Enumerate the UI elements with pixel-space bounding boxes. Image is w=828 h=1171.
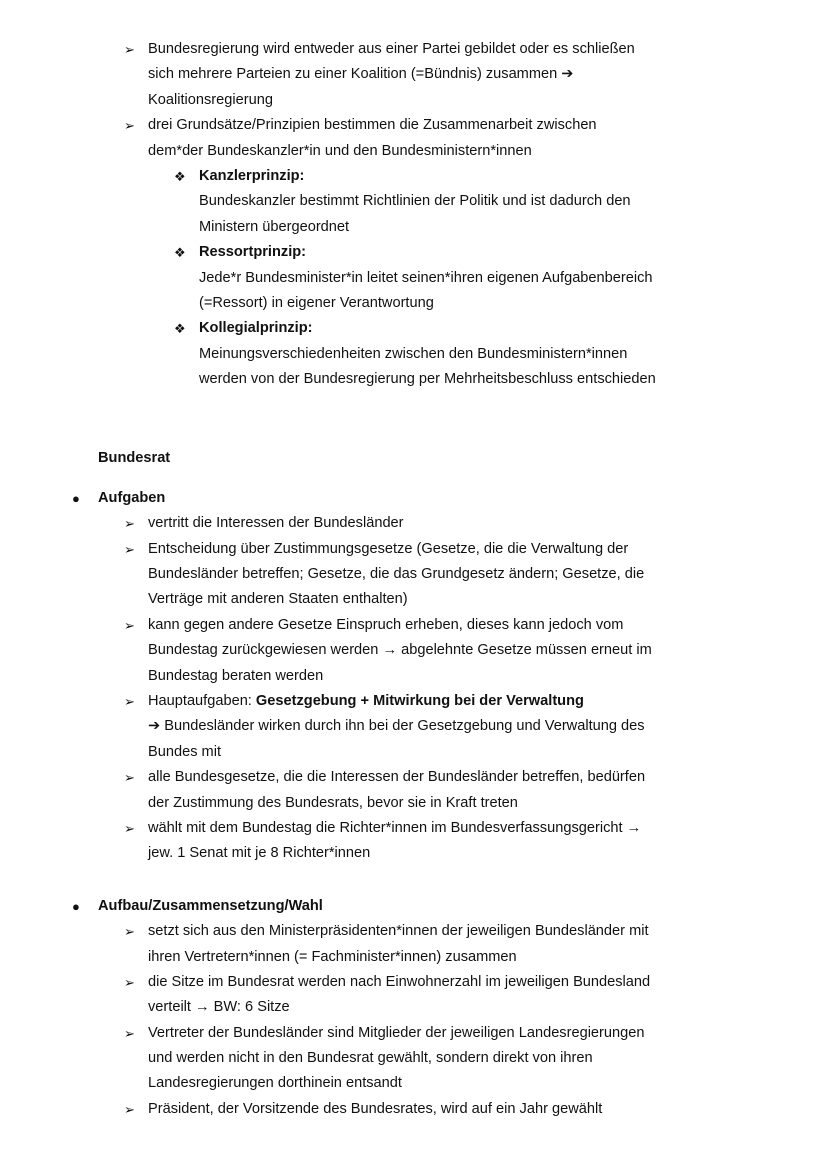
text-line: dem*der Bundeskanzler*in und den Bundesministern*innen [148,142,532,159]
diamond-bullet-icon: ❖ [174,168,186,184]
text-prefix: Hauptaufgaben: [148,692,256,709]
text-line: setzt sich aus den Ministerpräsidenten*innen der jeweiligen Bundesländer mit [148,923,649,940]
text-line: Koalitionsregierung [148,91,273,108]
text-line: (=Ressort) in eigener Verantwortung [199,294,434,311]
subsection-title: Aufbau/Zusammensetzung/Wahl [98,897,323,914]
list-item [0,970,828,1021]
principle-kanzlerprinzip [0,164,828,240]
text-line: ihren Vertretern*innen (= Fachminister*innen) zusammen [148,948,517,965]
arrow-bullet-icon: ➢ [124,516,135,532]
list-item [0,1097,828,1122]
text-line: Vertreter der Bundesländer sind Mitglieder der jeweiligen Landesregierungen [148,1024,645,1041]
text-line: Entscheidung über Zustimmungsgesetze (Gesetze, die die Verwaltung der [148,540,629,557]
section-aufgaben [0,486,828,511]
list-item [0,816,828,867]
arrow-bullet-icon: ➢ [124,693,135,709]
list-item [0,1021,828,1097]
text-line: und werden nicht in den Bundesrat gewählt, sondern direkt von ihren [148,1050,593,1067]
text-line: drei Grundsätze/Prinzipien bestimmen die Zusammenarbeit zwischen [148,117,597,134]
text-line: Landesregierungen dorthinein entsandt [148,1075,402,1092]
text-line: Jede*r Bundesminister*in leitet seinen*ihren eigenen Aufgabenbereich [199,269,653,286]
list-item [0,765,828,816]
text-line: jew. 1 Senat mit je 8 Richter*innen [148,845,371,862]
text-line: Bundesregierung wird entweder aus einer Partei gebildet oder es schließen [148,41,635,57]
text-line: vertritt die Interessen der Bundesländer [148,515,404,532]
list-item [0,37,828,113]
subsection-title: Aufgaben [98,489,166,506]
text-line: Verträge mit anderen Staaten enthalten) [148,591,408,608]
text-line: verteilt → BW: 6 Sitze [148,999,290,1016]
document-page [0,37,828,1122]
text-line: Meinungsverschiedenheiten zwischen den Bundesministern*innen [199,345,628,362]
text-line: Bundes mit [148,743,222,760]
text-line: Bundestag beraten werden [148,667,324,684]
principle-title: Kollegialprinzip: [199,320,313,337]
arrow-bullet-icon: ➢ [124,820,135,836]
text-line: sich mehrere Parteien zu einer Koalition (=Bündnis) zusammen ➔ [148,66,574,83]
list-item [0,689,828,765]
text-line: Bundesländer betreffen; Gesetze, die das Grundgesetz ändern; Gesetze, die [148,566,645,583]
text-line: Ministern übergeordnet [199,218,350,235]
text-line: Bundestag zurückgewiesen werden → abgelehnte Gesetze müssen erneut im [148,642,652,659]
bullet-icon: ● [72,490,80,506]
arrow-bullet-icon: ➢ [124,617,135,633]
text-line: alle Bundesgesetze, die die Interessen der Bundesländer betreffen, bedürfen [148,769,646,786]
text-bold: Gesetzgebung + Mitwirkung bei der Verwaltung [255,692,584,709]
text-line: wählt mit dem Bundestag die Richter*innen im Bundesverfassungsgericht → [148,819,642,836]
text-line: Präsident, der Vorsitzende des Bundesrates, wird auf ein Jahr gewählt [148,1100,603,1117]
text-line: kann gegen andere Gesetze Einspruch erheben, dieses kann jedoch vom [148,616,624,633]
section-heading-bundesrat: Bundesrat [98,450,171,467]
principle-ressortprinzip [0,240,828,316]
list-item [0,613,828,689]
arrow-bullet-icon: ➢ [124,770,135,786]
principle-title: Ressortprinzip: [199,244,307,261]
list-item [0,919,828,970]
arrow-bullet-icon: ➢ [124,42,135,57]
text-line: werden von der Bundesregierung per Mehrheitsbeschluss entschieden [199,371,656,388]
text-line: die Sitze im Bundesrat werden nach Einwohnerzahl im jeweiligen Bundesland [148,973,651,990]
text-line: ➔ Bundesländer wirken durch ihn bei der Gesetzgebung und Verwaltung des [148,718,645,735]
arrow-bullet-icon: ➢ [124,974,135,990]
text-line: Bundeskanzler bestimmt Richtlinien der Politik und ist dadurch den [199,193,631,210]
principle-kollegialprinzip [0,316,828,392]
list-item [0,113,828,164]
list-item [0,537,828,613]
text-line: der Zustimmung des Bundesrats, bevor sie in Kraft treten [148,794,518,811]
diamond-bullet-icon: ❖ [174,245,186,261]
arrow-bullet-icon: ➢ [124,1025,135,1041]
arrow-bullet-icon: ➢ [124,541,135,557]
arrow-bullet-icon: ➢ [124,1101,135,1117]
list-item [0,511,828,536]
section-aufbau [0,894,828,919]
text-line [148,689,828,714]
arrow-bullet-icon: ➢ [124,924,135,940]
bullet-icon: ● [72,898,80,914]
arrow-bullet-icon: ➢ [124,118,135,134]
principle-title: Kanzlerprinzip: [199,167,305,184]
diamond-bullet-icon: ❖ [174,321,186,337]
